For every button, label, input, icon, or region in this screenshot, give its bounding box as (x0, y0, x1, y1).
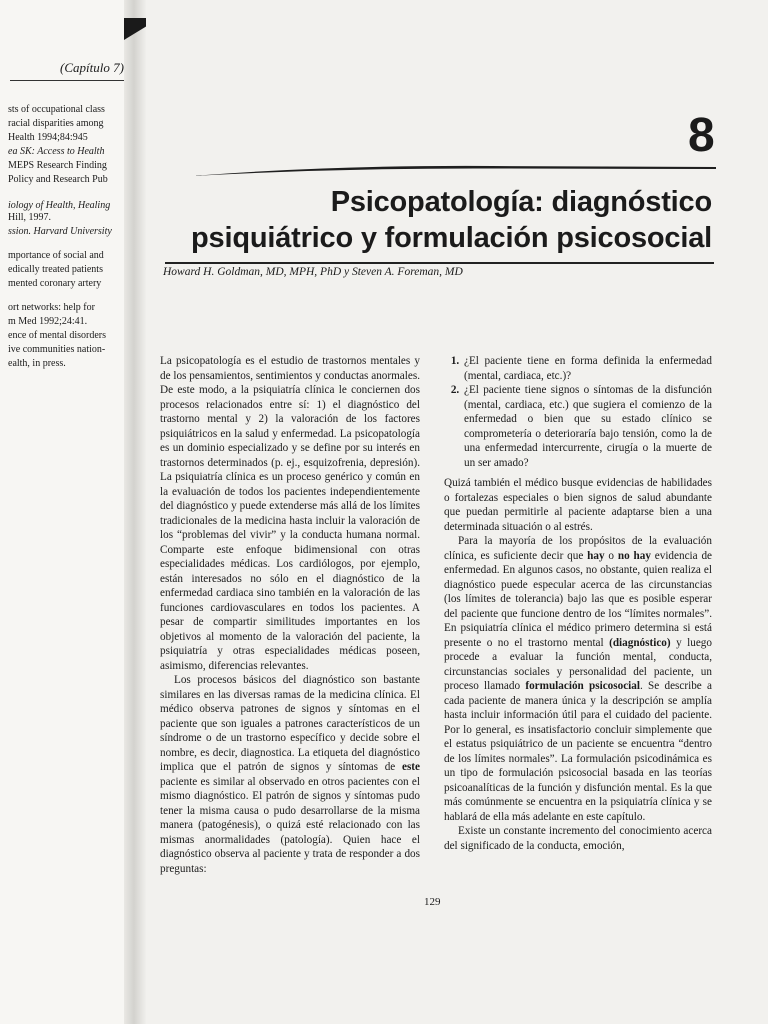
chapter-number: 8 (688, 109, 715, 162)
paragraph: Para la mayoría de los propósitos de la evaluación clínica, es suficiente decir que hay o no hay evidencia de enfermedad. En algunos casos, no obstante, quien realiza el diagnóstico puede especular acerca de las circunstancias (los límites de tolerancia) bajo las que es posible esperar del paciente que funcione dentro de los “límites normales”. En psiquiatría clínica el médico primero determina si está presente o no el trastorno mental (diagnóstico) y luego procede a evaluar la función mental, conducta, circunstancias sociales y personalidad del paciente, un proceso llamado formulación psicosocial. Se describe a cada paciente de manera única y la descripción se amplía hasta incluir información útil para el cuidado del paciente. Por lo general, es insatisfactorio concluir simplemente que el estatus psiquiátrico de un paciente se encuentra “dentro de los límites normales”. La formulación psicodinámica es un tipo de formulación psicosocial basada en las teorías psicoanalíticas de la función y disfunción mental. Es la que más comúnmente se encuentra en la psiquiatría clínica y se hablará de ella más adelante en este capítulo. (444, 535, 713, 823)
chapter-swoosh-rule (192, 164, 716, 178)
reference-line: iology of Health, Healing (8, 200, 111, 211)
reference-line: Policy and Research Pub (8, 174, 108, 185)
reference-line: mented coronary artery (8, 278, 102, 289)
chapter-authors: Howard H. Goldman, MD, MPH, PhD y Steven A. Foreman, MD (163, 266, 463, 278)
reference-line: ealth, in press. (8, 358, 66, 369)
paragraph: Los procesos básicos del diagnóstico son bastante similares en las diversas ramas de la medicina clínica. El médico observa patrones de signos y síntomas en el paciente que son iguales a patrones característicos de un síndrome o de un trastorno específico y decide sobre el nombre, es decir, diagnostica. La etiqueta del diagnóstico implica que el patrón de signos y síntomas de este paciente es similar al observado en otros pacientes con el mismo diagnóstico. El patrón de signos y síntomas pudo tener la misma causa o pudo desarrollarse de la misma manera (patogénesis), o quizá esté relacionado con las mismas anormalidades (patología). Quien hace el diagnóstico observa al paciente y trata de responder a dos preguntas: (160, 674, 420, 875)
reference-line: Health 1994;84:945 (8, 132, 88, 143)
reference-line: mportance of social and (8, 250, 104, 261)
chapter-title-line-1: Psicopatología: diagnóstico (330, 186, 712, 218)
header-rule (10, 80, 136, 81)
question-list (444, 354, 712, 470)
reference-line: edically treated patients (8, 264, 103, 275)
paragraph: Quizá también el médico busque evidencias de habilidades o fortalezas especiales o bien signos de salud abundante que puedan permitirle al paciente adaptarse bien a una determinada situación o al estrés. (444, 477, 712, 533)
facing-page (0, 0, 136, 1024)
book-spine (124, 0, 146, 1024)
reference-line: ort networks: help for (8, 302, 95, 313)
reference-line: ive communities nation- (8, 344, 106, 355)
page-number: 129 (424, 896, 441, 908)
list-item: 2. ¿El paciente tiene signos o síntomas de la disfunción (mental, cardiaca, etc.) que sugiera el comienzo de la enfermedad o bien que su estado clínico se comprometería o deterioraría bajo tensión, como la de una enfermedad intercurrente, cirugía o la muerte de un ser amado? (462, 383, 712, 470)
list-item: 1. ¿El paciente tiene en forma definida la enfermedad (mental, cardiaca, etc.)? (462, 354, 712, 383)
reference-line: racial disparities among (8, 118, 104, 129)
reference-line: sts of occupational class (8, 104, 105, 115)
reference-line: MEPS Research Finding (8, 160, 107, 171)
left-text-column (160, 354, 420, 876)
paragraph: La psicopatología es el estudio de trastornos mentales y de los pensamientos, sentimientos y conductas anormales. De este modo, a la psiquiatría clínica le conciernen dos procesos relacionados entre sí: 1) el diagnóstico del trastorno mental y 2) la valoración de los factores psiquiátricos en la salud y enfermedad. La psicopatología es un dominio especializado y se define por su interés en trastornos determinados (p. ej., esquizofrenia, depresión). La psiquiatría clínica es un proceso genérico y común en la evaluación de todos los pacientes independientemente del diagnóstico y puede extenderse más allá de los límites tradicionales de la medicina hasta incluir la valoración de los “problemas del vivir” y la conducta humana normal. Comparte este enfoque bidimensional con otras especialidades médicas. Los cardiólogos, por ejemplo, están interesados no sólo en el diagnóstico de la enfermedad cardiaca sino también en la valoración de las funciones cardiovasculares en todos los pacientes. A pesar de compartir similitudes importantes en los objetivos al momento de la valoración del paciente, la psiquiatría y otras especialidades médicas poseen, asimismo, diferencias relevantes. (160, 355, 420, 672)
running-header: (Capítulo 7) (60, 60, 124, 75)
paragraph: Existe un constante incremento del conocimiento acerca del significado de la conducta, emoción, (444, 825, 712, 852)
chapter-title-line-2: psiquiátrico y formulación psicosocial (191, 222, 712, 254)
title-rule (165, 262, 714, 264)
reference-line: ence of mental disorders (8, 330, 107, 341)
right-text-column (444, 354, 712, 853)
reference-line: ssion. Harvard University (8, 226, 112, 237)
reference-line: ea SK: Access to Health (8, 146, 105, 157)
reference-line: m Med 1992;24:41. (8, 316, 88, 327)
reference-line: Hill, 1997. (8, 212, 52, 223)
